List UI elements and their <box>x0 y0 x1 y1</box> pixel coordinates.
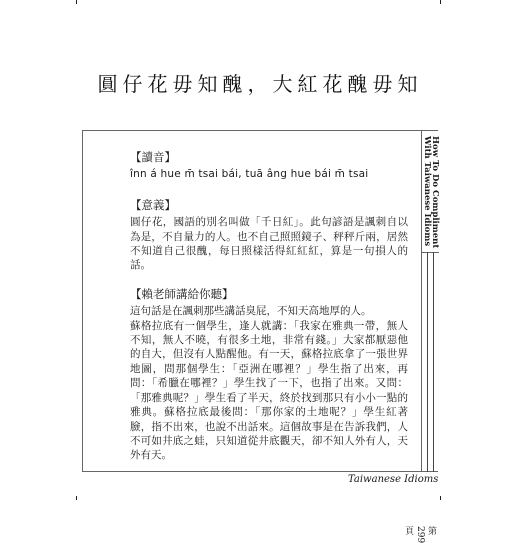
story-body-text: 蘇格拉底有一個學生，逢人就講：「我家在雅典一帶，無人不知，無人不曉，有很多土地，非常有錢。」大家都厭惡他的自大，但沒有人點醒他。有一天，蘇格拉底拿了一張世界地圖，問那個學生：「亞洲在哪裡？」學生指了出來，再問：「希臘在哪裡？」學生找了一下，也指了出來。又問：「那雅典呢？」學生看了半天，終於找到那只有小小一點的雅典。蘇格拉底最後問：「那你家的土地呢？」學生紅著臉，指不出來，也說不出話來。這個故事是在告訴我們，人不可如井底之蛙，只知道從井底觀天，卻不知人外有人，天外有天。 <box>130 319 408 462</box>
pronunciation-heading: 【讀音】 <box>130 150 176 164</box>
sidebar-book-title: How To Do Compliment With Taiwanese Idioms <box>422 136 440 249</box>
main-content <box>130 150 408 463</box>
crop-mark <box>440 496 441 500</box>
story-intro-text: 這句話是在諷刺那些講話臭屁，不知天高地厚的人。 <box>130 305 372 318</box>
page-title: 圓仔花毋知醜，大紅花醜毋知 <box>97 72 423 96</box>
crop-mark <box>76 496 77 500</box>
crop-mark <box>76 0 77 4</box>
frame-top-rule <box>82 130 438 131</box>
sidebar <box>403 130 440 543</box>
meaning-heading: 【意義】 <box>130 197 176 212</box>
crop-mark <box>440 0 441 4</box>
footer-text: Taiwanese Idioms <box>348 474 439 485</box>
meaning-text: 圓仔花，國語的別名叫做「千日紅」。此句諺語是諷刺自以為是，不自量力的人。也不自己照照鏡子、秤秤斤兩，居然不知道自己很醜，每日照樣活得紅紅紅，算是一句損人的話。 <box>130 216 408 272</box>
sidebar-decorative-lines <box>422 252 439 532</box>
story-heading: 【賴老師講給你聽】 <box>130 286 234 301</box>
frame-bottom-rule <box>82 471 438 472</box>
pronunciation-text: înn á hue m̄ tsai bái, tuā âng hue bái m̄ tsai <box>130 168 369 181</box>
frame-left-rule <box>82 130 83 472</box>
page-number: 第299頁 <box>403 526 436 543</box>
